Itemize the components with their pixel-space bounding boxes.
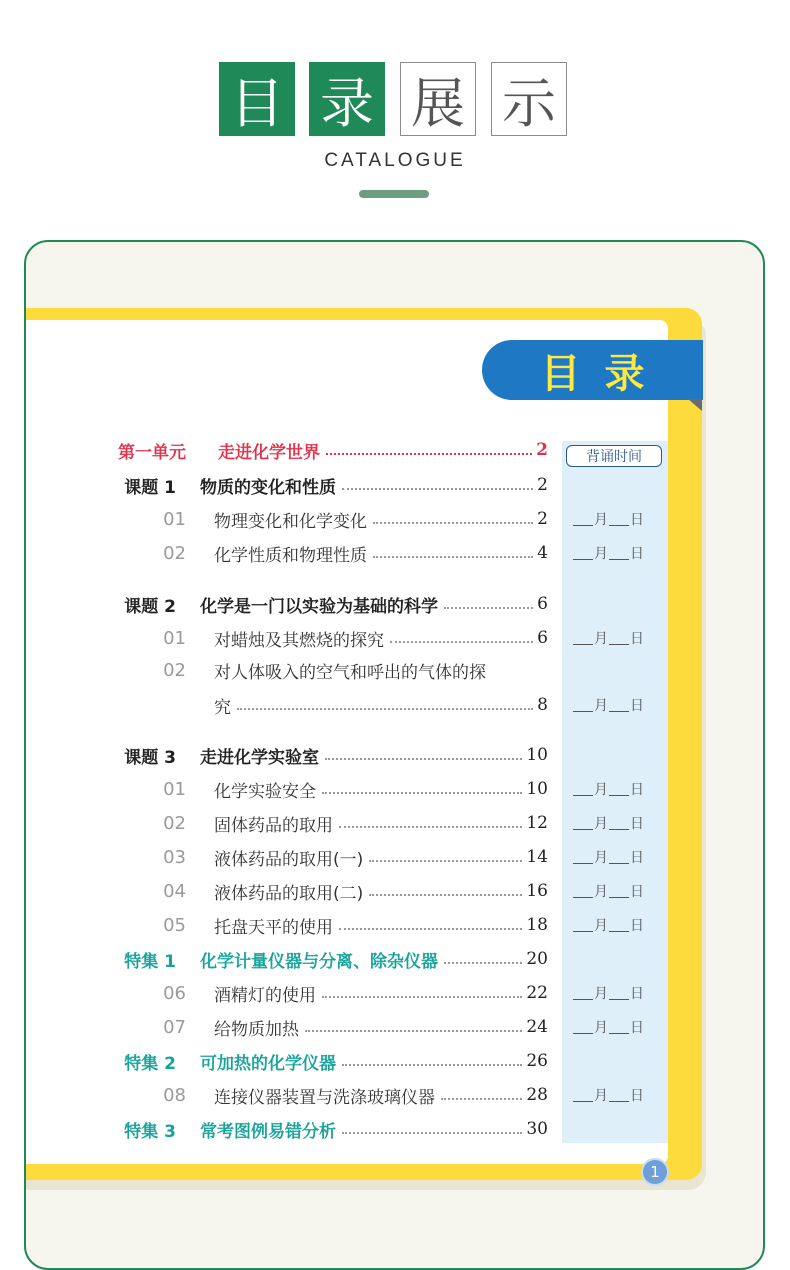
toc-entry-unit[interactable]	[214, 437, 548, 463]
page-number-badge: 1	[641, 1158, 669, 1186]
entry-page: 28	[526, 1085, 548, 1105]
entry-title: 物理变化和化学变化	[214, 511, 367, 532]
entry-number: 01	[163, 627, 186, 649]
entry-title-line1: 对人体吸入的空气和呼出的气体的探	[214, 662, 486, 683]
toc-entry-l2-02-cont[interactable]	[0, 692, 548, 718]
tab-fold	[688, 399, 702, 411]
toc-entry-l3-01[interactable]	[0, 776, 548, 802]
entry-number: 01	[163, 508, 186, 530]
title-char-2: 录	[309, 62, 385, 136]
entry-number: 04	[163, 880, 186, 902]
entry-title: 化学计量仪器与分离、除杂仪器	[200, 951, 438, 972]
entry-title: 液体药品的取用(二)	[214, 883, 364, 904]
review-date[interactable]: 月 日	[572, 776, 644, 802]
entry-page: 12	[526, 813, 548, 833]
entry-number: 08	[163, 1084, 186, 1106]
unit-label: 第一单元	[118, 442, 186, 463]
toc-entry-special2[interactable]	[0, 1048, 548, 1074]
toc-entry-l3-07[interactable]	[0, 1014, 548, 1040]
toc-entry-l1-01[interactable]	[0, 506, 548, 532]
toc-entry-l1-02[interactable]	[0, 540, 548, 566]
leader-dots	[369, 894, 522, 896]
entry-label: 特集 3	[124, 1121, 176, 1142]
toc-entry-special1[interactable]	[0, 946, 548, 972]
entry-title: 化学是一门以实验为基础的科学	[200, 596, 438, 617]
entry-page: 26	[526, 1051, 548, 1071]
toc-title-tab: 目录	[482, 340, 703, 400]
header-underline	[359, 190, 429, 198]
review-date[interactable]: 月 日	[572, 692, 644, 718]
leader-dots	[444, 607, 533, 609]
entry-page: 14	[526, 847, 548, 867]
entry-page: 6	[537, 628, 548, 648]
leader-dots	[373, 522, 533, 524]
toc-entry-l2-02[interactable]	[0, 657, 548, 683]
toc-entry-l3-05[interactable]	[0, 912, 548, 938]
toc-entry-l3-03[interactable]	[0, 844, 548, 870]
toc-entry-l3-02[interactable]	[0, 810, 548, 836]
toc-entry-lesson2[interactable]	[0, 591, 548, 617]
entry-label: 特集 2	[124, 1053, 176, 1074]
entry-page: 10	[526, 745, 548, 765]
toc-entry-l3-06[interactable]	[0, 980, 548, 1006]
leader-dots	[322, 792, 522, 794]
review-date[interactable]: 月 日	[572, 625, 644, 651]
entry-title: 固体药品的取用	[214, 815, 333, 836]
entry-label: 课题 3	[124, 747, 176, 768]
entry-page: 18	[526, 915, 548, 935]
entry-title: 对蜡烛及其燃烧的探究	[214, 630, 384, 651]
entry-page: 2	[536, 440, 548, 460]
leader-dots	[390, 641, 533, 643]
entry-title: 化学性质和物理性质	[214, 545, 367, 566]
entry-page: 20	[526, 949, 548, 969]
entry-number: 02	[163, 812, 186, 834]
review-date[interactable]: 月 日	[572, 878, 644, 904]
entry-title: 液体药品的取用(一)	[214, 849, 364, 870]
title-char-1: 目	[219, 62, 295, 136]
leader-dots	[342, 488, 533, 490]
entry-page: 22	[526, 983, 548, 1003]
entry-page: 24	[526, 1017, 548, 1037]
leader-dots	[339, 826, 522, 828]
entry-page: 2	[537, 475, 548, 495]
entry-number: 02	[163, 659, 186, 681]
review-date[interactable]: 月 日	[572, 1014, 644, 1040]
toc-entry-l3-08[interactable]	[0, 1082, 548, 1108]
review-date[interactable]: 月 日	[572, 980, 644, 1006]
review-date[interactable]: 月 日	[572, 844, 644, 870]
entry-number: 05	[163, 914, 186, 936]
title-char-4: 示	[491, 62, 567, 136]
entry-page: 4	[537, 543, 548, 563]
entry-page: 30	[526, 1119, 548, 1139]
toc-entry-lesson1[interactable]	[0, 472, 548, 498]
entry-title: 常考图例易错分析	[200, 1121, 336, 1142]
leader-dots	[342, 1064, 522, 1066]
leader-dots	[373, 556, 533, 558]
entry-page: 2	[537, 509, 548, 529]
leader-dots	[322, 996, 522, 998]
leader-dots	[444, 962, 522, 964]
entry-label: 课题 2	[124, 596, 176, 617]
leader-dots	[326, 453, 532, 455]
entry-title: 化学实验安全	[214, 781, 316, 802]
review-date[interactable]: 月 日	[572, 810, 644, 836]
leader-dots	[339, 928, 522, 930]
toc-entry-l3-04[interactable]	[0, 878, 548, 904]
entry-number: 02	[163, 542, 186, 564]
entry-label: 课题 1	[124, 477, 176, 498]
entry-number: 06	[163, 982, 186, 1004]
review-date[interactable]: 月 日	[572, 506, 644, 532]
entry-label: 特集 1	[124, 951, 176, 972]
entry-page: 16	[526, 881, 548, 901]
toc-entry-l2-01[interactable]	[0, 625, 548, 651]
review-date[interactable]: 月 日	[572, 540, 644, 566]
review-date[interactable]: 月 日	[572, 1082, 644, 1108]
entry-title: 酒精灯的使用	[214, 985, 316, 1006]
entry-page: 6	[537, 594, 548, 614]
entry-title-line2: 究	[214, 697, 231, 718]
review-date[interactable]: 月 日	[572, 912, 644, 938]
leader-dots	[342, 1132, 522, 1134]
entry-number: 03	[163, 846, 186, 868]
entry-page: 10	[526, 779, 548, 799]
entry-number: 07	[163, 1016, 186, 1038]
entry-page: 8	[537, 695, 548, 715]
entry-title: 走进化学实验室	[200, 747, 319, 768]
entry-number: 01	[163, 778, 186, 800]
entry-title: 可加热的化学仪器	[200, 1053, 336, 1074]
entry-title: 托盘天平的使用	[214, 917, 333, 938]
review-time-label: 背诵时间	[566, 445, 662, 467]
leader-dots	[369, 860, 522, 862]
toc-entry-special3[interactable]	[0, 1116, 548, 1142]
entry-title: 物质的变化和性质	[200, 477, 336, 498]
entry-title: 连接仪器装置与洗涤玻璃仪器	[214, 1087, 435, 1108]
leader-dots	[441, 1098, 522, 1100]
subtitle: CATALOGUE	[324, 150, 466, 171]
entry-title: 给物质加热	[214, 1019, 299, 1040]
leader-dots	[305, 1030, 522, 1032]
toc-entry-lesson3[interactable]	[0, 742, 548, 768]
entry-title: 走进化学世界	[218, 442, 320, 463]
title-char-3: 展	[400, 62, 476, 136]
leader-dots	[325, 758, 522, 760]
leader-dots	[237, 708, 533, 710]
